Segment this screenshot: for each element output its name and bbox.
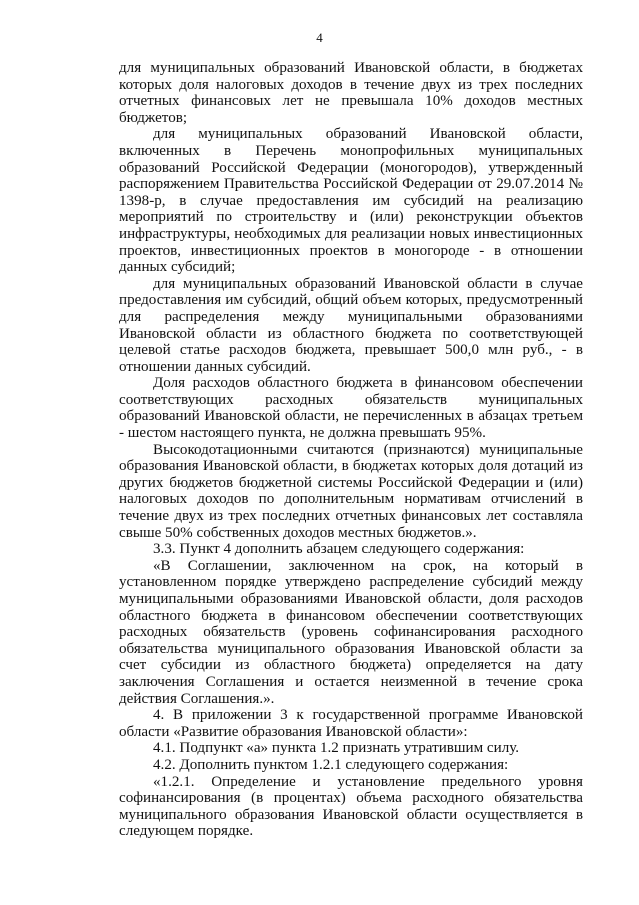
paragraph: 3.3. Пункт 4 дополнить абзацем следующего содержания: bbox=[153, 541, 525, 558]
paragraph: Доля расходов областного бюджета в финансовом обеспечении соответствующих расходных обязательств муниципальных образований Ивановской области, не перечисленных в абзацах третьем - шестом настоящего пункта, не должна превышать 95%. bbox=[119, 375, 583, 442]
page-number: 4 bbox=[316, 30, 323, 45]
paragraph: для муниципальных образований Ивановской области, включенных в Перечень монопрофильных муниципальных образований Российской Федерации (моногородов), утвержденный распоряжением Правительства Российской Федерации от 29.07.2014 № 1398-р, в случае предоставления им субсидий на реализацию мероприятий по строительству и (или) реконструкции объектов инфраструктуры, необходимых для реализации новых инвестиционных проектов, инвестиционных проектов в моногороде - в отношении данных субсидий; bbox=[119, 126, 583, 276]
paragraph: Высокодотационными считаются (признаются) муниципальные образования Ивановской области, в бюджетах которых доля дотаций из других бюджетов бюджетной системы Российской Федерации и (или) налоговых доходов по дополнительным нормативам отчислений в течение двух из трех последних отчетных финансовых лет составляла свыше 50% собственных доходов местных бюджетов.». bbox=[119, 441, 583, 541]
paragraph: 4.2. Дополнить пунктом 1.2.1 следующего содержания: bbox=[153, 756, 509, 773]
document-body bbox=[119, 60, 583, 840]
paragraph: «1.2.1. Определение и установление предельного уровня софинансирования (в процентах) объема расходного обязательства муниципального образования Ивановской области осуществляется в следующем порядке. bbox=[119, 773, 583, 840]
paragraph: «В Соглашении, заключенном на срок, на который в установленном порядке утверждено распределение субсидий между муниципальными образованиями Ивановской области, доля расходов областного бюджета в финансовом обеспечении соответствующих расходных обязательств (уровень софинансирования расходного обязательства муниципального образования Ивановской области за счет субсидии из областного бюджета) определяется на дату заключения Соглашения и остается неизменной в течение срока действия Соглашения.». bbox=[119, 557, 583, 707]
paragraph: 4. В приложении 3 к государственной программе Ивановской области «Развитие образования Ивановской области»: bbox=[119, 707, 583, 740]
paragraph: для муниципальных образований Ивановской области в случае предоставления им субсидий, общий объем которых, предусмотренный для распределения между муниципальными образованиями Ивановской области из областного бюджета по соответствующей целевой статье расходов бюджета, превышает 500,0 млн руб., - в отношении данных субсидий. bbox=[119, 275, 583, 375]
paragraph: для муниципальных образований Ивановской области, в бюджетах которых доля налоговых доходов в течение двух из трех последних отчетных финансовых лет не превышала 10% доходов местных бюджетов; bbox=[119, 60, 583, 126]
paragraph: 4.1. Подпункт «а» пункта 1.2 признать утратившим силу. bbox=[153, 740, 520, 757]
